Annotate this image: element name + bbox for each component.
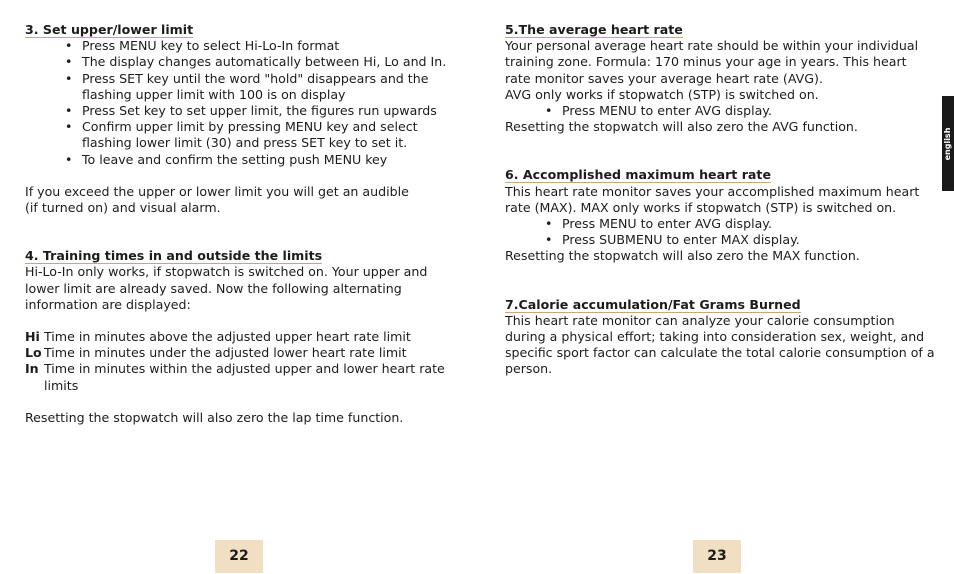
list-item: • Press MENU to enter AVG display.	[505, 103, 935, 119]
term-description: Time in minutes under the adjusted lower heart rate limit	[44, 345, 407, 361]
avg-reset-note: Resetting the stopwatch will also zero the AVG function.	[505, 119, 858, 135]
alarm-note-line-1: If you exceed the upper or lower limit you will get an audible	[25, 183, 409, 199]
list-item: • Press Set key to set upper limit, the figures run upwards	[25, 103, 465, 119]
list-item: • The display changes automatically between Hi, Lo and In.	[25, 54, 465, 70]
section-5	[505, 22, 935, 135]
term-description: Time in minutes above the adjusted upper heart rate limit	[44, 329, 411, 345]
language-tab	[942, 96, 954, 191]
language-tab-label: english	[943, 127, 952, 160]
term-row-in	[25, 361, 465, 393]
term-label: Lo	[25, 345, 42, 361]
term-row-lo	[25, 345, 465, 361]
section-7-paragraph: This heart rate monitor can analyze your calorie consumption during a physical effort; taking into consideration sex, weight, and specific sport factor can calculate the total calorie consumption of a person.	[505, 312, 935, 377]
list-item: • To leave and confirm the setting push MENU key	[25, 152, 465, 168]
lap-reset-note: Resetting the stopwatch will also zero the lap time function.	[25, 409, 404, 425]
list-item: • Confirm upper limit by pressing MENU key and select flashing lower limit (30) and press SET key to set it.	[25, 119, 465, 151]
term-label: In	[25, 361, 39, 377]
section-4-intro: Hi-Lo-In only works, if stopwatch is switched on. Your upper and lower limit are already saved. Now the following alternating information are displayed:	[25, 264, 428, 312]
section-5-avg-note: AVG only works if stopwatch (STP) is switched on.	[505, 86, 819, 102]
max-reset-note: Resetting the stopwatch will also zero the MAX function.	[505, 248, 860, 264]
section-6-bullet-list	[505, 216, 935, 248]
term-description: Time in minutes within the adjusted upper and lower heart rate limits	[44, 361, 445, 393]
section-7	[505, 297, 935, 378]
section-5-bullet-list	[505, 103, 935, 119]
page-number-right: 23	[693, 540, 741, 573]
section-3-heading: 3. Set upper/lower limit	[25, 22, 194, 37]
section-4	[25, 248, 465, 426]
section-5-paragraph: Your personal average heart rate should be within your individual training zone. Formula: 170 minus your age in years. This heart rate monitor saves your average heart rate (AVG).	[505, 38, 919, 86]
right-page	[505, 22, 935, 378]
section-6-heading: 6. Accomplished maximum heart rate	[505, 167, 771, 183]
alarm-note-line-2: (if turned on) and visual alarm.	[25, 200, 221, 216]
term-row-hi	[25, 329, 465, 345]
list-item: • Press MENU to enter AVG display.	[505, 216, 935, 232]
list-item: • Press SET key until the word "hold" disappears and the flashing upper limit with 100 is on display	[25, 71, 465, 103]
section-4-heading: 4. Training times in and outside the limits	[25, 248, 323, 264]
section-3	[25, 22, 465, 216]
section-3-bullet-list	[25, 38, 465, 168]
term-label: Hi	[25, 329, 40, 345]
section-6	[505, 167, 935, 264]
section-6-paragraph: This heart rate monitor saves your accomplished maximum heart rate (MAX). MAX only works if stopwatch (STP) is switched on.	[505, 183, 920, 215]
page-number-left: 22	[215, 540, 263, 573]
left-page	[25, 22, 465, 426]
section-7-heading: 7.Calorie accumulation/Fat Grams Burned	[505, 296, 801, 312]
section-5-heading: 5.The average heart rate	[505, 22, 683, 37]
list-item: • Press MENU key to select Hi-Lo-In format	[25, 38, 465, 54]
list-item: • Press SUBMENU to enter MAX display.	[505, 232, 935, 248]
